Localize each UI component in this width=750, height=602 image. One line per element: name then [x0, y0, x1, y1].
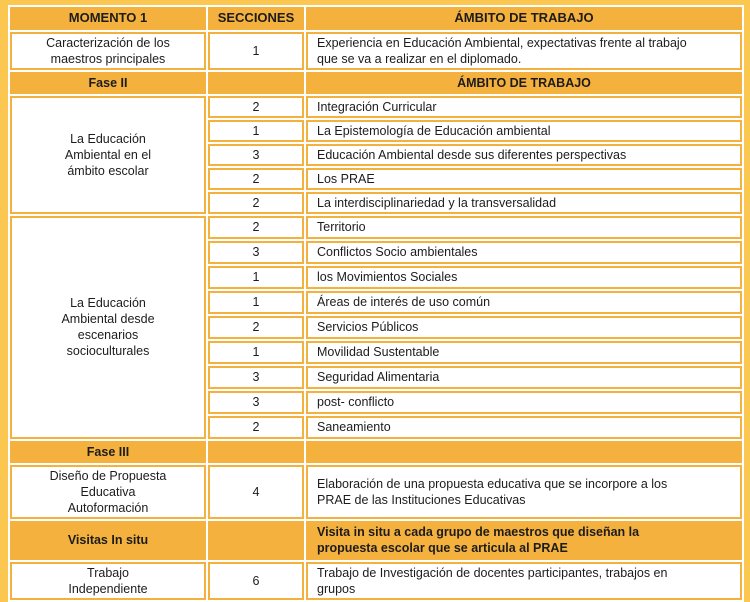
secciones-cell: 2 [208, 96, 304, 118]
ambito-cell: Integración Curricular [306, 96, 742, 118]
fase3-row [10, 441, 742, 463]
cell-text: La Educación Ambiental desde escenarios socioculturales [61, 296, 155, 359]
header-secciones-cell: SECCIONES [208, 7, 304, 30]
caracterizacion-ambito-cell [306, 32, 742, 70]
diseno-secciones-cell: 4 [208, 465, 304, 519]
ambito-cell: Áreas de interés de uso común [306, 291, 742, 314]
secciones-cell: 3 [208, 241, 304, 264]
header-ambito-cell: ÁMBITO DE TRABAJO [306, 7, 742, 30]
table-row [10, 562, 742, 600]
table-header-row [10, 7, 742, 30]
fase3-secciones-empty-cell [208, 441, 304, 463]
secciones-cell: 2 [208, 168, 304, 190]
visitas-ambito-cell [306, 521, 742, 560]
ambito-cell: post- conflicto [306, 391, 742, 414]
curriculum-table [8, 5, 744, 602]
fase2-label-cell: Fase II [10, 72, 206, 94]
cell-text: Trabajo de Investigación de docentes participantes, trabajos en grupos [317, 565, 668, 596]
trabajo-ambito-cell [306, 562, 742, 600]
ambito-cell: La Epistemología de Educación ambiental [306, 120, 742, 142]
fase3-label-cell: Fase III [10, 441, 206, 463]
trabajo-secciones-cell: 6 [208, 562, 304, 600]
ambito-cell: Educación Ambiental desde sus diferentes perspectivas [306, 144, 742, 166]
header-momento-cell: MOMENTO 1 [10, 7, 206, 30]
secciones-cell: 3 [208, 144, 304, 166]
secciones-cell: 3 [208, 391, 304, 414]
secciones-cell: 3 [208, 366, 304, 389]
escolar-momento-cell [10, 96, 206, 214]
ambito-cell: Conflictos Socio ambientales [306, 241, 742, 264]
cell-text: Trabajo Independiente [68, 565, 148, 596]
caracterizacion-momento-cell [10, 32, 206, 70]
cell-text: Experiencia en Educación Ambiental, expectativas frente al trabajo que se va a realizar en el diplomado. [317, 35, 687, 66]
cell-text: La Educación Ambiental en el ámbito escolar [64, 131, 152, 178]
ambito-cell: Los PRAE [306, 168, 742, 190]
ambito-cell: La interdisciplinariedad y la transversalidad [306, 192, 742, 214]
secciones-cell: 2 [208, 316, 304, 339]
trabajo-momento-cell [10, 562, 206, 600]
visitas-row [10, 521, 742, 560]
fase3-ambito-empty-cell [306, 441, 742, 463]
caracterizacion-secciones-cell: 1 [208, 32, 304, 70]
cell-text: Diseño de Propuesta Educativa Autoformación [49, 468, 167, 515]
cell-text: Caracterización de los maestros principales [46, 35, 170, 66]
diseno-momento-cell [10, 465, 206, 519]
ambito-cell: los Movimientos Sociales [306, 266, 742, 289]
cell-text: Elaboración de una propuesta educativa que se incorpore a los PRAE de las Instituciones Educativas [317, 476, 668, 507]
sociocultural-momento-cell [10, 216, 206, 439]
ambito-cell: Movilidad Sustentable [306, 341, 742, 364]
secciones-cell: 1 [208, 291, 304, 314]
ambito-cell: Saneamiento [306, 416, 742, 439]
secciones-cell: 2 [208, 216, 304, 239]
ambito-cell: Territorio [306, 216, 742, 239]
visitas-secciones-empty-cell [208, 521, 304, 560]
diseno-ambito-cell [306, 465, 742, 519]
table-row [10, 32, 742, 70]
visitas-label-cell: Visitas In situ [10, 521, 206, 560]
fase2-row [10, 72, 742, 94]
ambito-cell: Seguridad Alimentaria [306, 366, 742, 389]
ambito-cell: Servicios Públicos [306, 316, 742, 339]
secciones-cell: 1 [208, 341, 304, 364]
secciones-cell: 1 [208, 120, 304, 142]
cell-text: Visita in situ a cada grupo de maestros que diseñan la propuesta escolar que se articula al PRAE [317, 525, 640, 556]
secciones-cell: 2 [208, 192, 304, 214]
table-row [10, 216, 742, 239]
fase2-ambito-header-cell: ÁMBITO DE TRABAJO [306, 72, 742, 94]
fase2-secciones-empty-cell [208, 72, 304, 94]
secciones-cell: 2 [208, 416, 304, 439]
table-row [10, 96, 742, 118]
secciones-cell: 1 [208, 266, 304, 289]
table-row [10, 465, 742, 519]
